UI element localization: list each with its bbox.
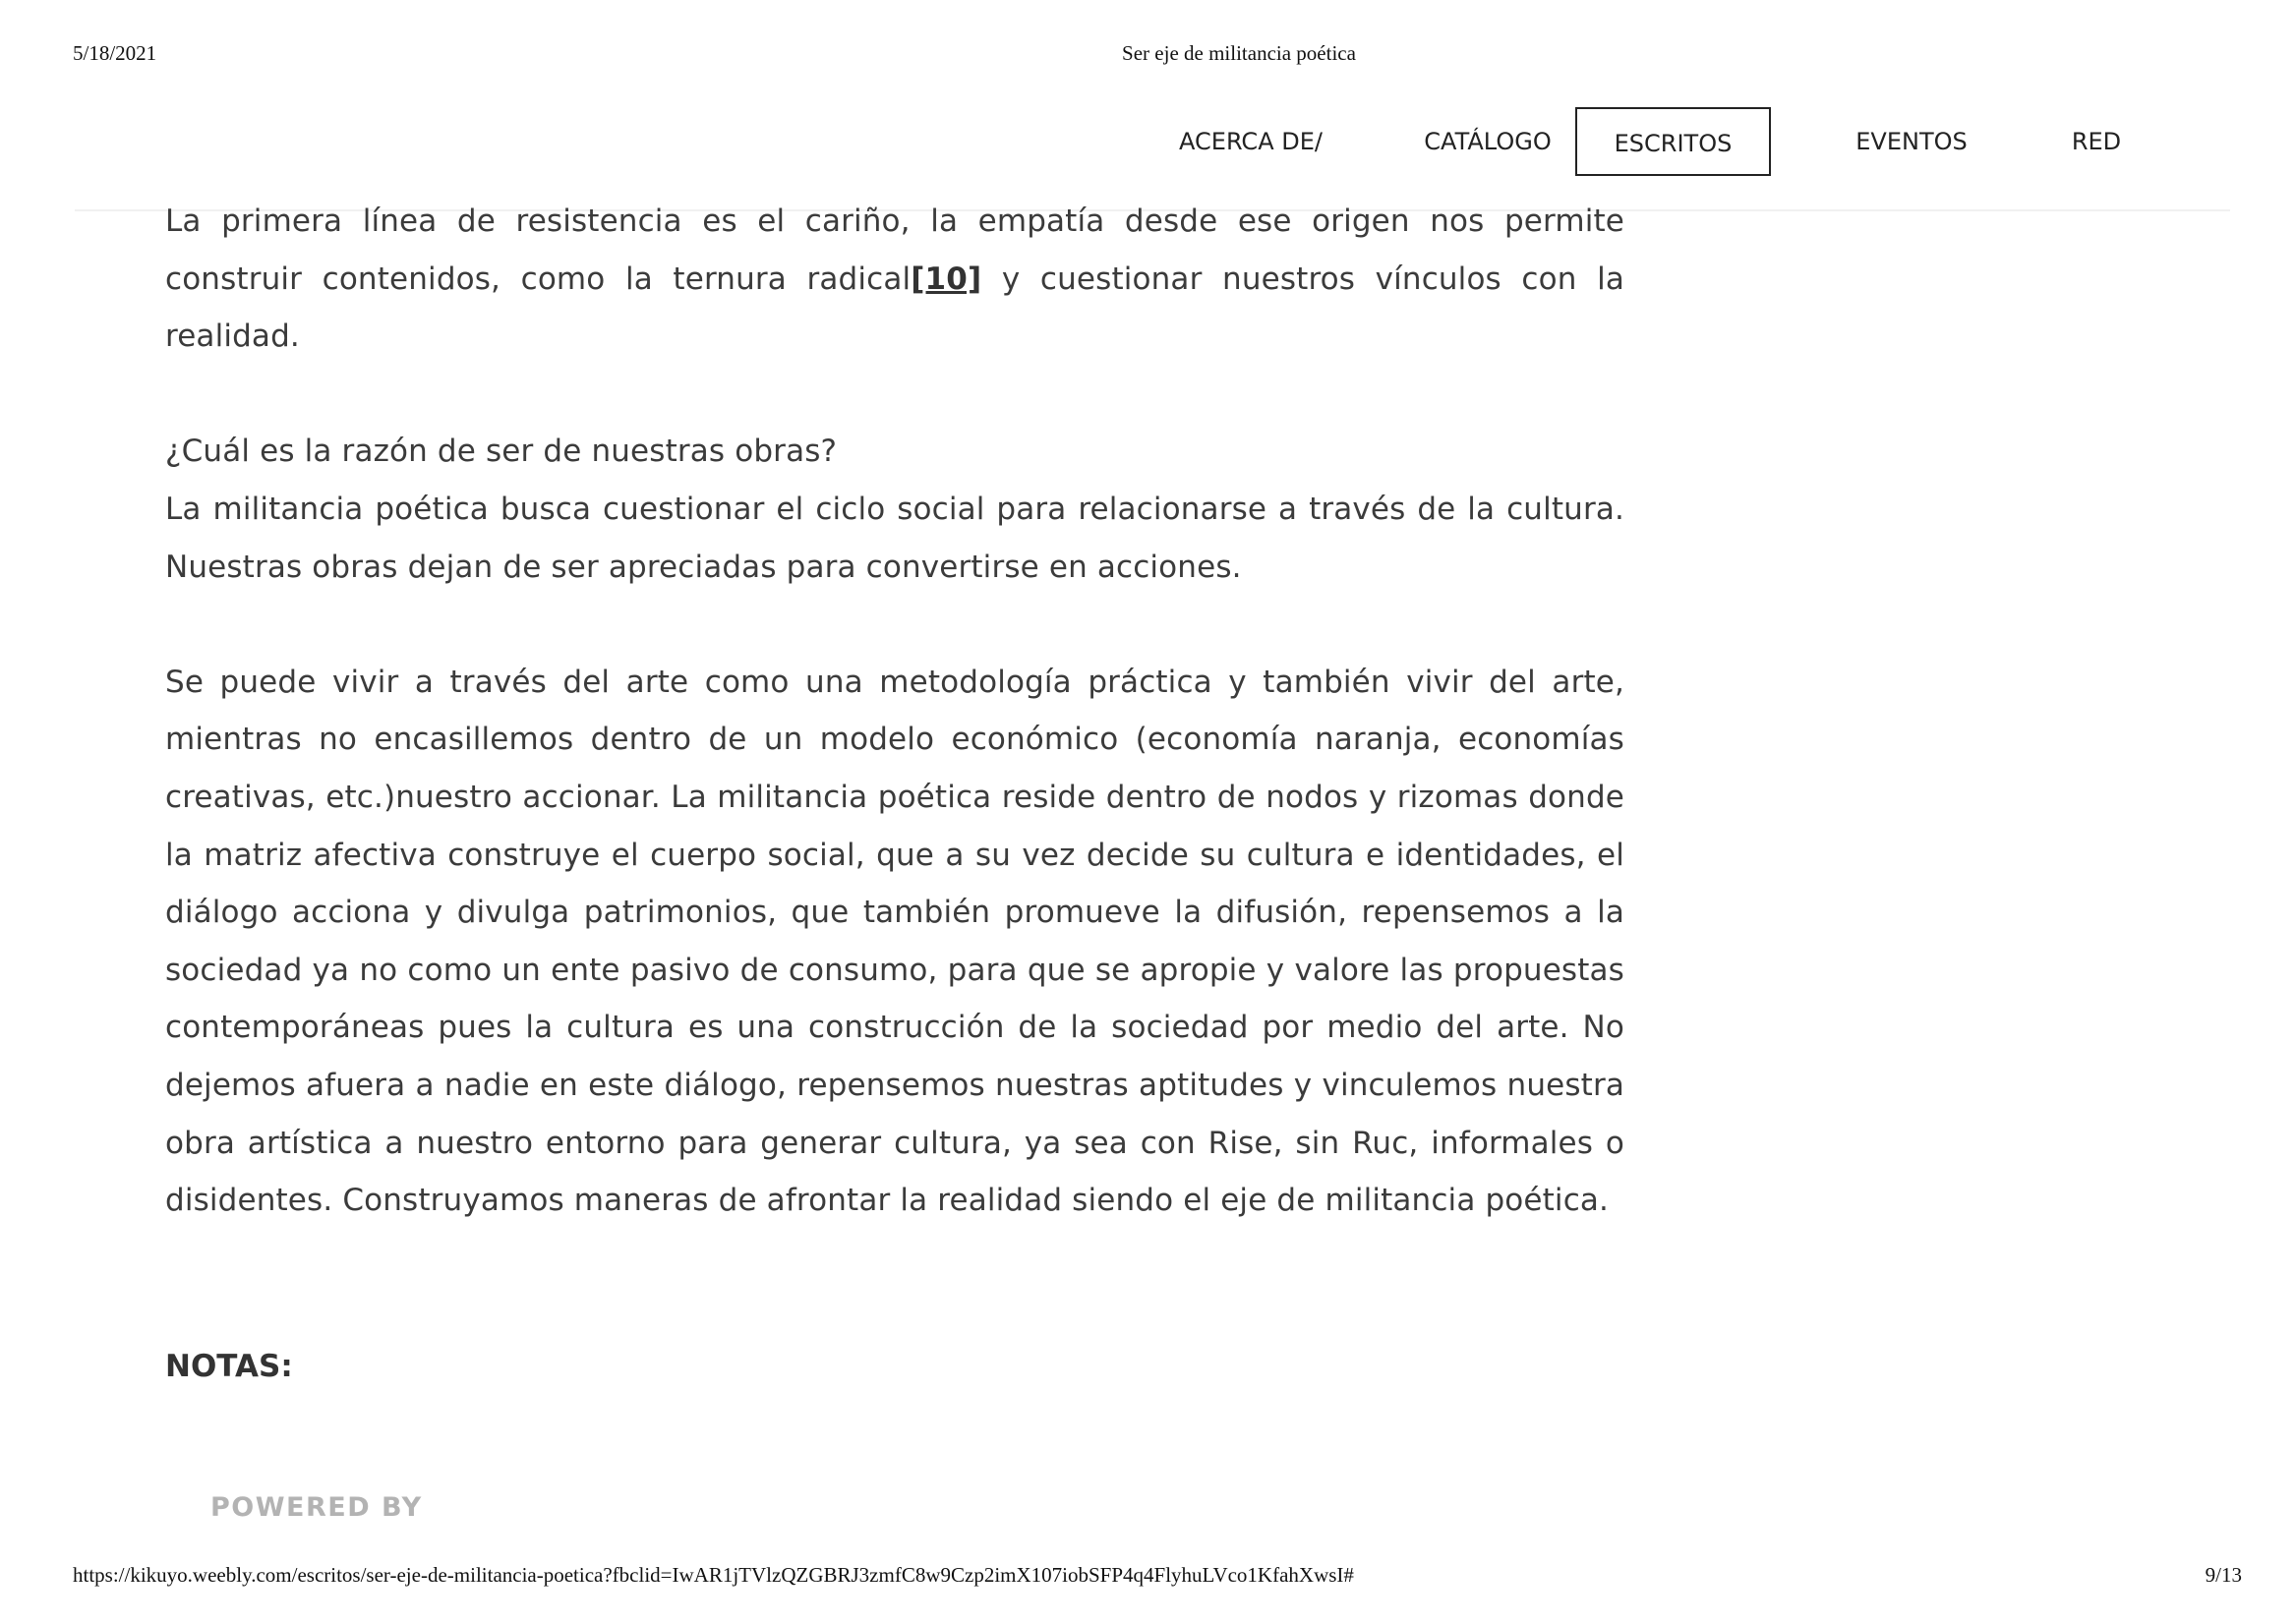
paragraph-text: La primera línea de resistencia es el cariño, la empatía desde ese origen nos permite construir contenidos, como la ternura radical — [165, 203, 1624, 297]
print-url: https://kikuyo.weebly.com/escritos/ser-eje-de-militancia-poetica?fbclid=IwAR1jTVlzQZGBRJ3zmfC8w9Czp2imX107iobSFP4q4FlyhuLVco1KfahXwsI# — [73, 1563, 1354, 1587]
paragraph-gap — [165, 366, 1624, 424]
question-heading: ¿Cuál es la razón de ser de nuestras obras? — [165, 434, 838, 470]
print-page-title: Ser eje de militancia poética — [1122, 41, 1356, 65]
print-page-number: 9/13 — [2205, 1563, 2242, 1587]
paragraph-empathy — [165, 193, 1624, 366]
notes-heading-text: NOTAS — [165, 1349, 281, 1384]
nav-item-red[interactable]: RED — [2071, 128, 2122, 155]
powered-by-label: POWERED BY — [210, 1492, 423, 1523]
nav-item-acerca-de[interactable]: ACERCA DE/ — [1179, 128, 1323, 155]
nav-item-eventos[interactable]: EVENTOS — [1855, 128, 1968, 155]
paragraph-vivir-del-arte: Se puede vivir a través del arte como una metodología práctica y también vivir del arte, mientras no encasillemos dentro de un modelo económico (economía naranja, economías creativas, etc.)nuestro accionar. La militancia poética reside dentro de nodos y rizomas donde la matriz afectiva construye el cuerpo social, que a su vez decide su cultura e identidades, el diálogo acciona y divulga patrimonios, que también promueve la difusión, repensemos a la sociedad ya no como un ente pasivo de consumo, para que se apropie y valore las propuestas contemporáneas pues la cultura es una construcción de la sociedad por medio del arte. No dejemos afuera a nadie en este diálogo, repensemos nuestras aptitudes y vinculemos nuestra obra artística a nuestro entorno para generar cultura, ya sea con Rise, sin Ruc, informales o disidentes. Construyamos maneras de afrontar la realidad siendo el eje de militancia poética. — [165, 664, 1624, 1219]
paragraph-text: y cuestionar nuestros vínculos con la realidad. — [165, 261, 1624, 355]
site-header — [75, 0, 2230, 211]
notes-heading — [165, 1349, 293, 1384]
powered-by-badge[interactable] — [165, 1445, 677, 1538]
footnote-link-10[interactable]: [10] — [911, 261, 982, 297]
paragraph-militancia: La militancia poética busca cuestionar el ciclo social para relacionarse a través de la cultura. Nuestras obras dejan de ser apreciadas para convertirse en acciones. — [165, 491, 1624, 585]
nav-item-escritos[interactable]: ESCRITOS — [1575, 107, 1771, 176]
article-body — [165, 193, 1624, 1230]
notes-colon: : — [280, 1349, 293, 1384]
print-date: 5/18/2021 — [73, 41, 157, 65]
nav-item-catalogo[interactable]: CATÁLOGO — [1424, 128, 1552, 155]
paragraph-gap — [165, 596, 1624, 654]
